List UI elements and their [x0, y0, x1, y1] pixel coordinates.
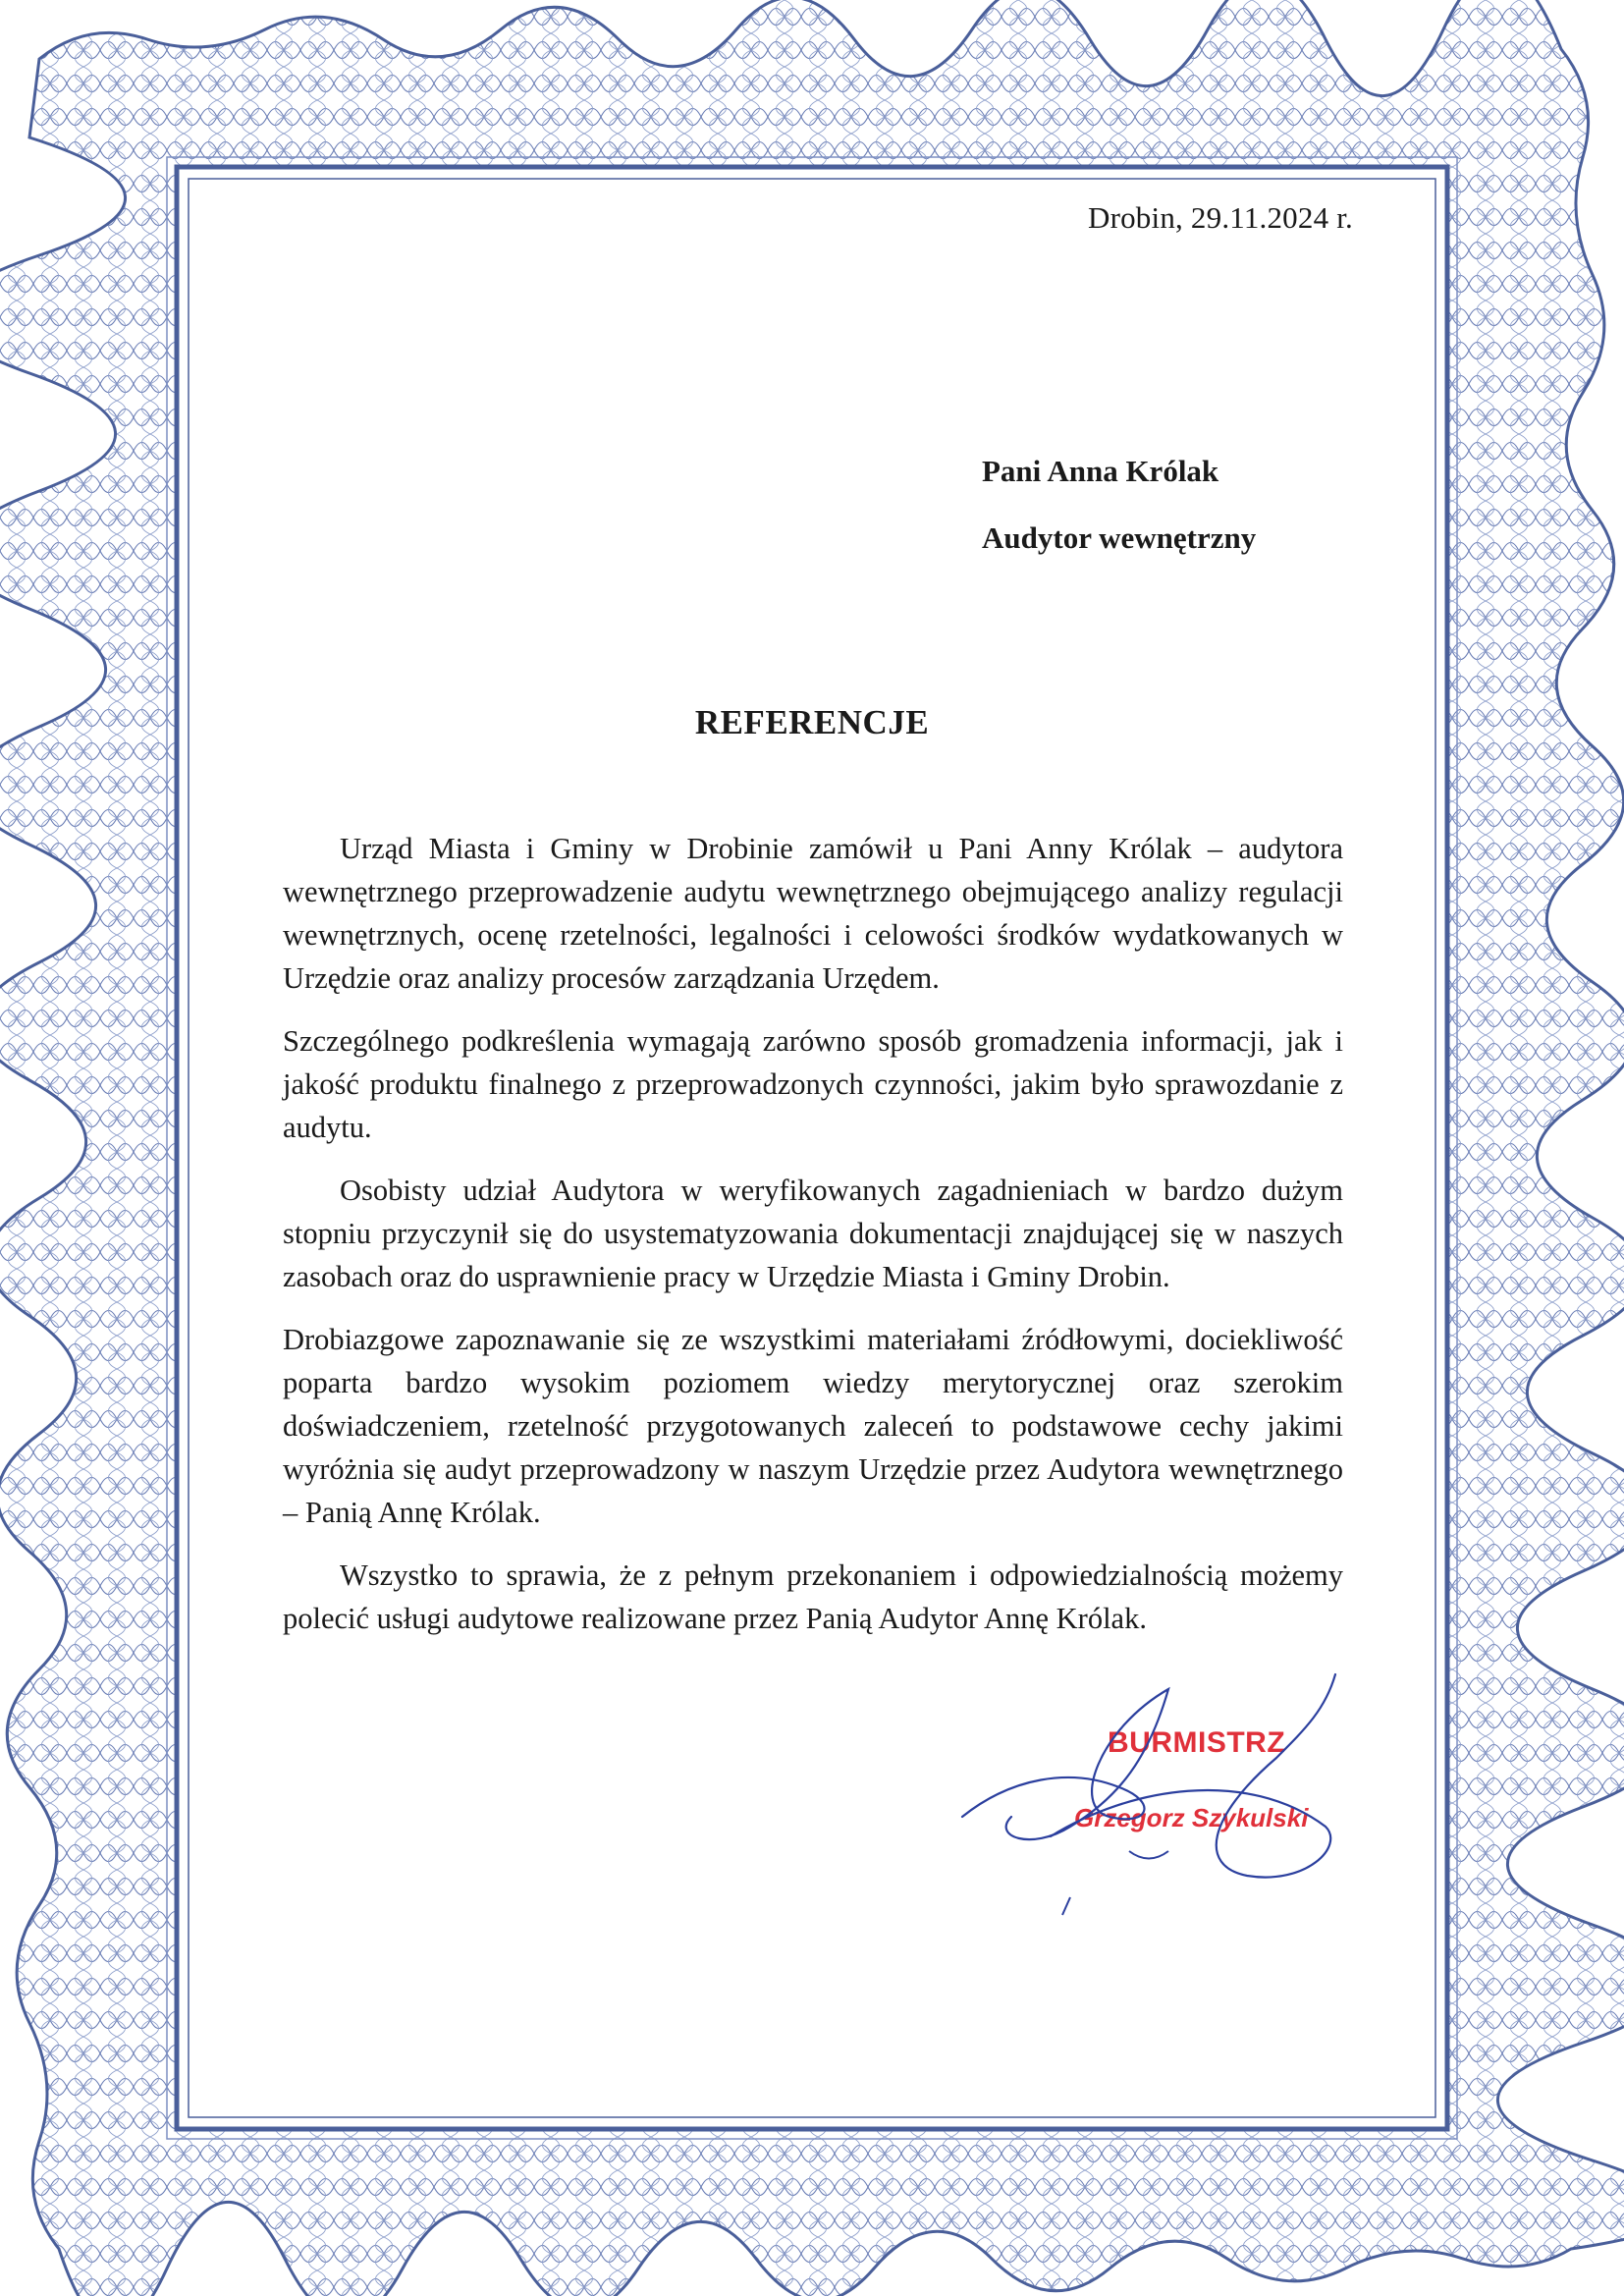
handwritten-signature	[952, 1669, 1365, 1925]
stamp-title: BURMISTRZ	[1108, 1726, 1286, 1759]
addressee-position: Audytor wewnętrzny	[982, 520, 1257, 555]
paragraph-3: Osobisty udział Audytora w weryfikowanych zagadnieniach w bardzo dużym stopniu przyczynił się do usystematyzowania dokumentacji znajdującej się w naszych zasobach oraz do usprawnienie pracy w Urzędzie Miasta i Gminy Drobin.	[283, 1174, 1343, 1293]
stamp-name: Grzegorz Szykulski	[1074, 1803, 1309, 1832]
paragraph-2: Szczególnego podkreślenia wymagają zarówno sposób gromadzenia informacji, jak i jakość produktu finalnego z przeprowadzonych czynności, jakim było sprawozdanie z audytu.	[283, 1024, 1343, 1144]
letter-body	[283, 827, 1343, 1660]
document-title: REFERENCJE	[694, 703, 930, 741]
addressee-name: Pani Anna Królak	[982, 454, 1219, 488]
paragraph-1: Urząd Miasta i Gminy w Drobinie zamówił u Pani Anny Królak – audytora wewnętrznego przeprowadzenie audytu wewnętrznego obejmującego analizy regulacji wewnętrznych, ocenę rzetelności, legalności i celowości środków wydatkowanych w Urzędzie oraz analizy procesów zarządzania Urzędem.	[283, 832, 1343, 995]
paragraph-5: Wszystko to sprawia, że z pełnym przekonaniem i odpowiedzialnością możemy polecić usługi audytowe realizowane przez Panią Audytor Annę Królak.	[283, 1558, 1343, 1635]
paragraph-4: Drobiazgowe zapoznawanie się ze wszystkimi materiałami źródłowymi, dociekliwość poparta bardzo wysokim poziomem wiedzy merytorycznej oraz szerokim doświadczeniem, rzetelność przygotowanych zaleceń to podstawowe cechy jakimi wyróżnia się audyt przeprowadzony w naszym Urzędzie przez Audytora wewnętrznego – Panią Annę Królak.	[283, 1323, 1343, 1529]
place-date: Drobin, 29.11.2024 r.	[1088, 200, 1353, 235]
addressee-block	[982, 452, 1256, 585]
